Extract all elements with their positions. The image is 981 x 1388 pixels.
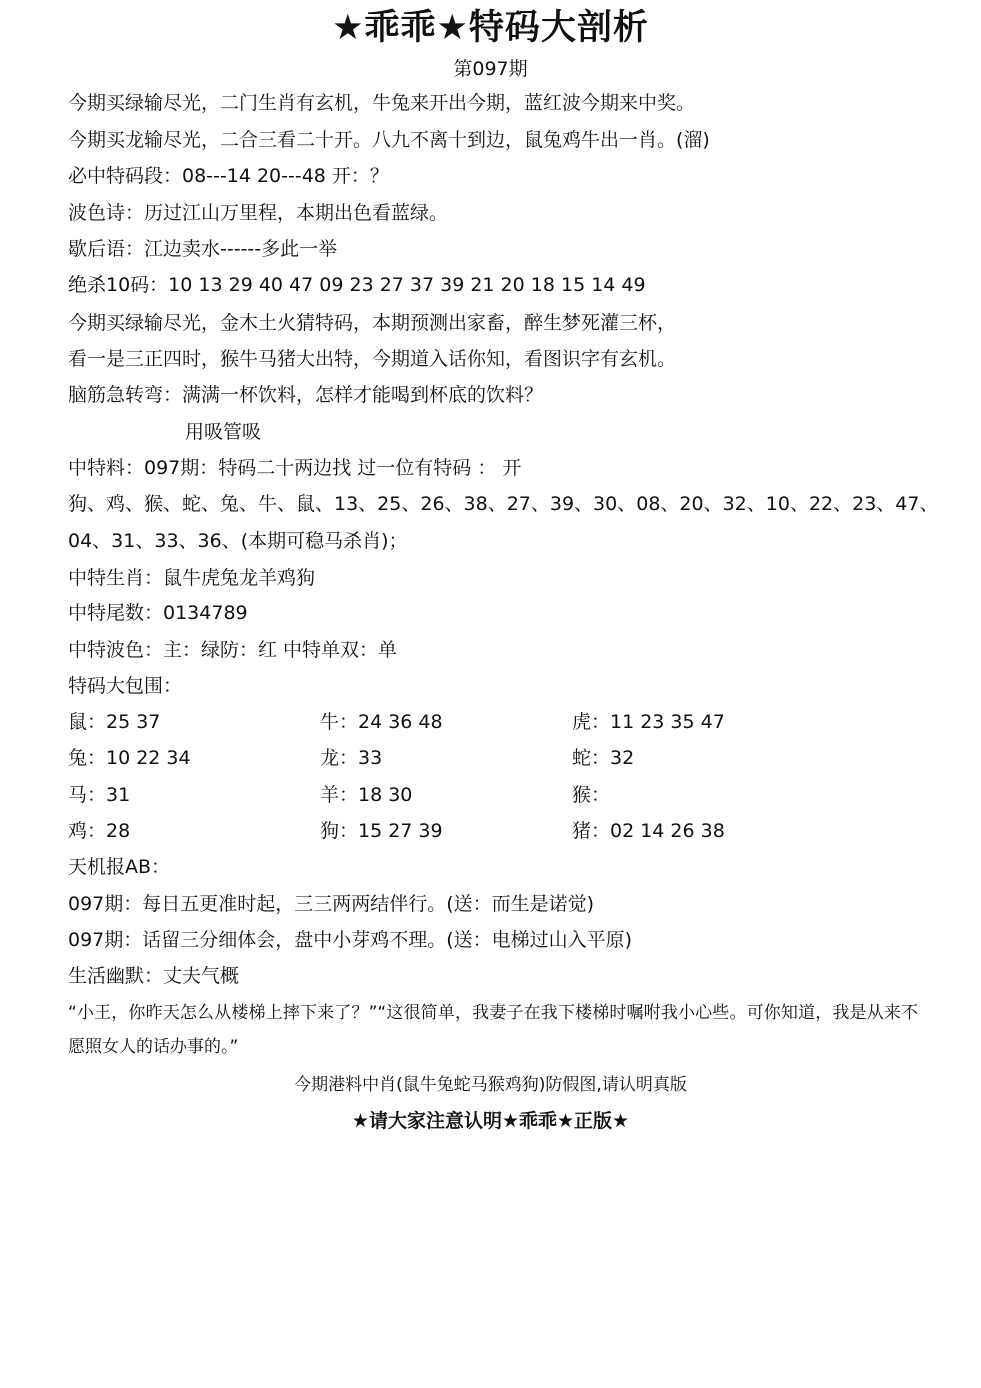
zodiac-cell: 马：31 (68, 784, 131, 806)
text-line: 今期买绿输尽光，金木土火猜特码，本期预测出家畜，醉生梦死灌三杯， (68, 312, 677, 334)
page-title: ★乖乖★特码大剖析 (332, 8, 649, 48)
text-line: 今期买绿输尽光，二门生肖有玄机，牛兔来开出今期，蓝红波今期来中奖。 (68, 92, 696, 114)
zodiac-cell: 虎：11 23 35 47 (572, 711, 725, 733)
text-line: 必中特码段：08---14 20---48 开：？ (68, 165, 389, 187)
text-line: 中特波色：主：绿防：红 中特单双：单 (68, 639, 398, 661)
text-line: 歇后语：江边卖水------多此一举 (68, 238, 338, 260)
text-line: 04、31、33、36、(本期可稳马杀肖)； (68, 530, 408, 552)
text-line: 看一是三正四时，猴牛马猪大出特，今期道入话你知，看图识字有玄机。 (68, 348, 677, 370)
text-line: 097期：每日五更准时起，三三两两结伴行。(送：而生是诺觉) (68, 893, 595, 915)
zodiac-cell: 龙：33 (320, 747, 383, 769)
zodiac-cell: 兔：10 22 34 (68, 747, 191, 769)
text-line: 中特料：097期：特码二十两边找 过一位有特码 ： 开 (68, 457, 522, 479)
anti-fake-note: 今期港料中肖(鼠牛兔蛇马猴鸡狗)防假图,请认明真版 (294, 1075, 687, 1095)
text-line: 生活幽默：丈夫气概 (68, 965, 240, 987)
text-line: 用吸管吸 (185, 421, 262, 443)
zodiac-cell: 牛：24 36 48 (320, 711, 443, 733)
footer-notice: ★请大家注意认明★乖乖★正版★ (351, 1110, 630, 1132)
text-line: 天机报AB： (68, 856, 171, 878)
zodiac-cell: 鸡：28 (68, 820, 131, 842)
text-line: 中特尾数：0134789 (68, 602, 248, 624)
text-line: 今期买龙输尽光，二合三看二十开。八九不离十到边，鼠兔鸡牛出一肖。(溜) (68, 129, 710, 151)
zodiac-cell: 羊：18 30 (320, 784, 413, 806)
joke-paragraph: “小王，你昨天怎么从楼梯上摔下来了？”“这很简单，我妻子在我下楼梯时嘱咐我小心些。可你知道，我是从来不愿照女人的话办事的。” (68, 1003, 918, 1057)
text-line: 脑筋急转弯：满满一杯饮料，怎样才能喝到杯底的饮料？ (68, 384, 544, 406)
zodiac-cell: 蛇：32 (572, 747, 635, 769)
text-line: 波色诗：历过江山万里程，本期出色看蓝绿。 (68, 202, 449, 224)
text-line: 特码大包围： (68, 675, 183, 697)
zodiac-cell: 猪：02 14 26 38 (572, 820, 725, 842)
zodiac-cell: 猴： (572, 784, 611, 806)
text-line: 绝杀10码：10 13 29 40 47 09 23 27 37 39 21 20 18 15 14 49 (68, 274, 646, 296)
zodiac-cell: 狗：15 27 39 (320, 820, 443, 842)
issue-number: 第097期 (453, 58, 528, 80)
zodiac-cell: 鼠：25 37 (68, 711, 161, 733)
text-line: 狗、鸡、猴、蛇、兔、牛、鼠、13、25、26、38、27、39、30、08、20、32、10、22、23、47、 (68, 493, 939, 515)
text-line: 中特生肖：鼠牛虎兔龙羊鸡狗 (68, 567, 316, 589)
text-line: 097期：话留三分细体会，盘中小芽鸡不理。(送：电梯过山入平原) (68, 929, 633, 951)
